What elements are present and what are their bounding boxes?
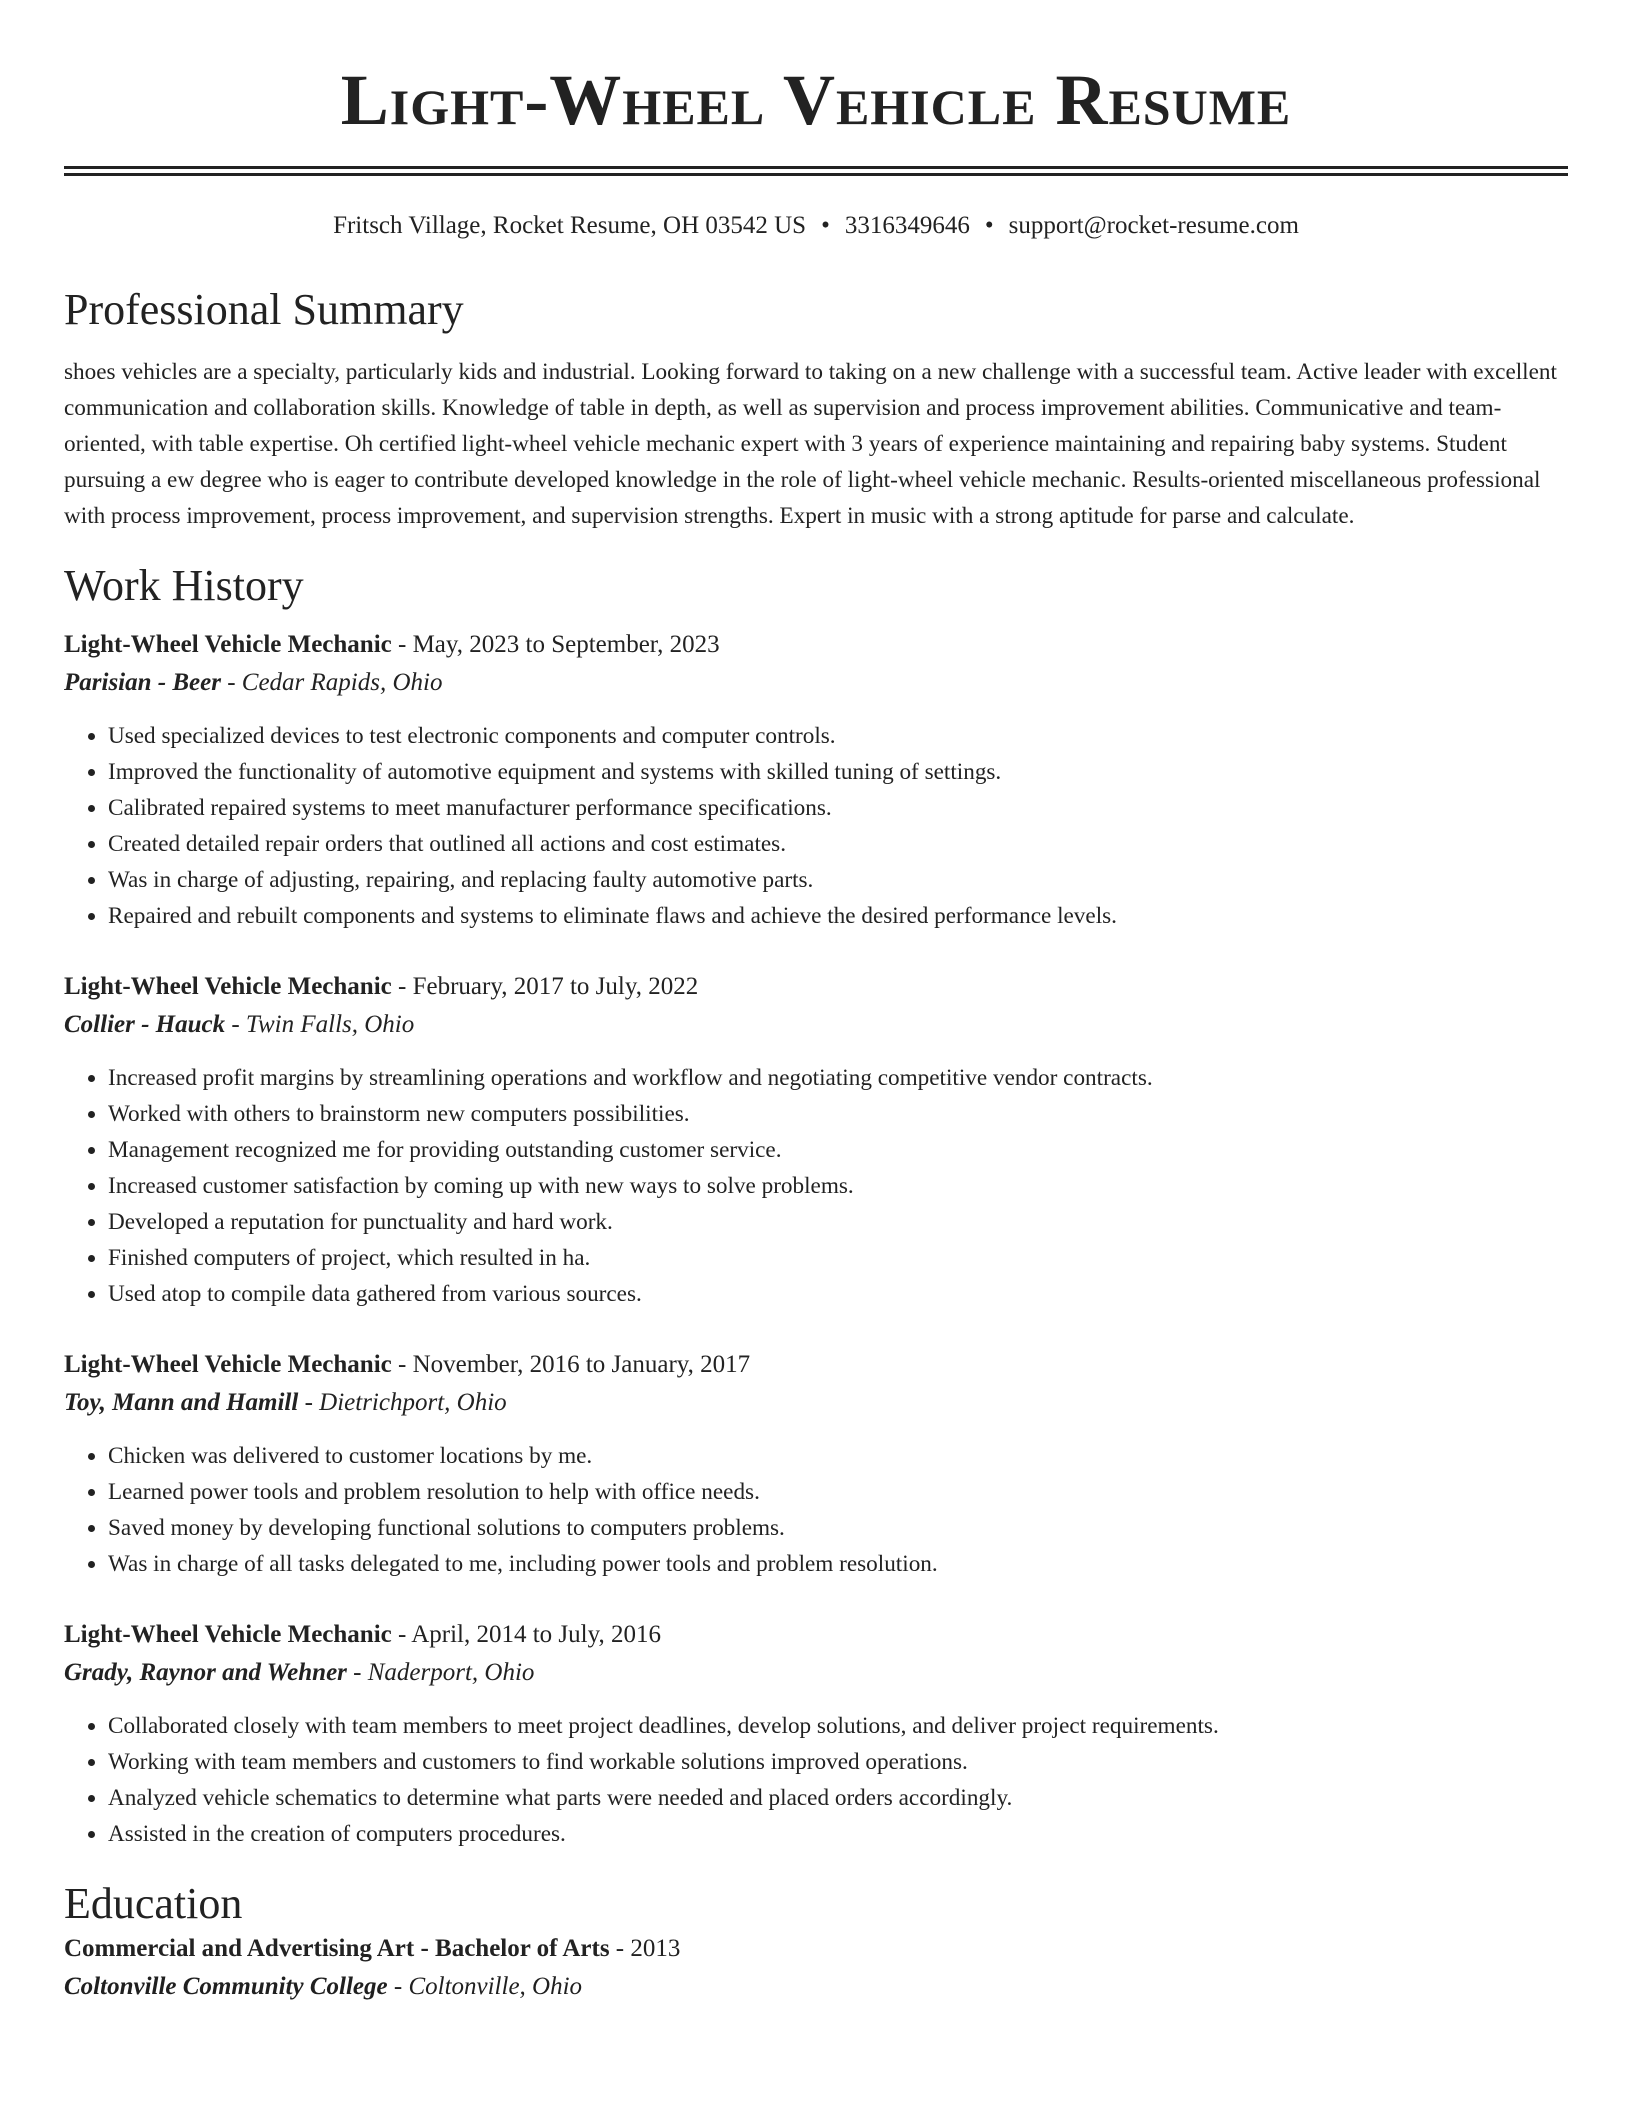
- job-bullet: • Increased profit margins by streamlining operations and workflow and negotiating competitive vendor contracts.: [108, 1060, 1568, 1096]
- work-history-list: [64, 626, 1568, 1852]
- job-employer-line: [64, 1654, 1568, 1692]
- job-title: Light-Wheel Vehicle Mechanic: [64, 973, 392, 1000]
- resume-title: Light-Wheel Vehicle Resume: [340, 60, 1292, 140]
- job-bullet: • Working with team members and customers to find workable solutions improved operations.: [108, 1744, 1568, 1780]
- contact-line: [64, 210, 1568, 242]
- job-title-line: [64, 1346, 1568, 1384]
- job-entry: [64, 968, 1568, 1312]
- job-bullet: • Analyzed vehicle schematics to determine what parts were needed and placed orders accordingly.: [108, 1780, 1568, 1816]
- job-employer-line: [64, 664, 1568, 702]
- job-bullet: • Developed a reputation for punctuality and hard work.: [108, 1204, 1568, 1240]
- job-location: - Dietrichport, Ohio: [298, 1389, 507, 1416]
- job-employer: Collier - Hauck: [64, 1011, 226, 1038]
- job-employer: Toy, Mann and Hamill: [64, 1389, 299, 1416]
- job-entry: [64, 1346, 1568, 1582]
- job-bullet: • Calibrated repaired systems to meet manufacturer performance specifications.: [108, 790, 1568, 826]
- job-bullet: • Improved the functionality of automotive equipment and systems with skilled tuning of settings.: [108, 754, 1568, 790]
- contact-email: support@rocket-resume.com: [1008, 212, 1299, 239]
- job-bullet: • Was in charge of adjusting, repairing, and replacing faulty automotive parts.: [108, 862, 1568, 898]
- job-bullet: • Repaired and rebuilt components and systems to eliminate flaws and achieve the desired performance levels.: [108, 898, 1568, 934]
- job-bullet: • Created detailed repair orders that outlined all actions and cost estimates.: [108, 826, 1568, 862]
- job-bullet: • Was in charge of all tasks delegated to me, including power tools and problem resolution.: [108, 1546, 1568, 1582]
- job-location: - Twin Falls, Ohio: [225, 1011, 415, 1038]
- job-employer-line: [64, 1006, 1568, 1044]
- job-title-line: [64, 626, 1568, 664]
- job-entry: [64, 626, 1568, 934]
- job-title: Light-Wheel Vehicle Mechanic: [64, 1351, 392, 1378]
- job-employer: Grady, Raynor and Wehner: [64, 1659, 347, 1686]
- job-bullet-list: [64, 718, 1568, 934]
- job-bullet: • Used atop to compile data gathered from various sources.: [108, 1276, 1568, 1312]
- contact-separator: •: [821, 212, 830, 239]
- job-bullet: • Saved money by developing functional solutions to computers problems.: [108, 1510, 1568, 1546]
- job-bullet: • Management recognized me for providing outstanding customer service.: [108, 1132, 1568, 1168]
- job-dates: - May, 2023 to September, 2023: [391, 631, 720, 658]
- contact-address: Fritsch Village, Rocket Resume, OH 03542 US: [333, 212, 807, 239]
- summary-text: shoes vehicles are a specialty, particularly kids and industrial. Looking forward to taking on a new challenge with a successful team. Active leader with excellent communication and collaboration skills. Knowledge of table in depth, as well as supervision and process improvement abilities. Communicative and team-oriented, with table expertise. Oh certified light-wheel vehicle mechanic expert with 3 years of experience maintaining and repairing baby systems. Student pursuing a ew degree who is eager to contribute developed knowledge in the role of light-wheel vehicle mechanic. Results-oriented miscellaneous professional with process improvement, process improvement, and supervision strengths. Expert in music with a strong aptitude for parse and calculate.: [64, 359, 1557, 529]
- job-bullet: • Used specialized devices to test electronic components and computer controls.: [108, 718, 1568, 754]
- job-bullet-list: [64, 1438, 1568, 1582]
- job-title: Light-Wheel Vehicle Mechanic: [64, 1621, 392, 1648]
- education-location: - Coltonville, Ohio: [387, 1973, 583, 2000]
- job-entry: [64, 1616, 1568, 1852]
- education-school-line: [64, 1968, 1568, 2006]
- job-bullet-list: [64, 1708, 1568, 1852]
- summary-heading: Professional Summary: [64, 285, 464, 334]
- job-dates: - February, 2017 to July, 2022: [391, 973, 699, 1000]
- job-bullet: • Worked with others to brainstorm new computers possibilities.: [108, 1096, 1568, 1132]
- education-degree: Commercial and Advertising Art - Bachelor of Arts: [64, 1935, 610, 1962]
- title-divider: [64, 166, 1568, 176]
- job-bullet: • Assisted in the creation of computers procedures.: [108, 1816, 1568, 1852]
- education-heading: Education: [64, 1879, 243, 1928]
- work-history-heading: Work History: [64, 561, 304, 610]
- job-bullet: • Increased customer satisfaction by coming up with new ways to solve problems.: [108, 1168, 1568, 1204]
- contact-separator: •: [984, 212, 994, 239]
- job-employer: Parisian - Beer: [64, 669, 221, 696]
- job-location: - Naderport, Ohio: [346, 1659, 535, 1686]
- job-location: - Cedar Rapids, Ohio: [220, 669, 443, 696]
- contact-phone: 3316349646: [844, 212, 970, 239]
- education-degree-line: [64, 1930, 1568, 1968]
- job-title-line: [64, 1616, 1568, 1654]
- job-employer-line: [64, 1384, 1568, 1422]
- job-title-line: [64, 968, 1568, 1006]
- job-bullet: • Chicken was delivered to customer locations by me.: [108, 1438, 1568, 1474]
- job-bullet: • Finished computers of project, which resulted in ha.: [108, 1240, 1568, 1276]
- job-title: Light-Wheel Vehicle Mechanic: [64, 631, 392, 658]
- job-dates: - November, 2016 to January, 2017: [391, 1351, 751, 1378]
- education-school: Coltonville Community College: [64, 1973, 388, 2000]
- job-bullet: • Learned power tools and problem resolution to help with office needs.: [108, 1474, 1568, 1510]
- education-year: - 2013: [609, 1935, 681, 1962]
- job-dates: - April, 2014 to July, 2016: [391, 1621, 661, 1648]
- job-bullet-list: [64, 1060, 1568, 1312]
- job-bullet: • Collaborated closely with team members to meet project deadlines, develop solutions, and deliver project requirements.: [108, 1708, 1568, 1744]
